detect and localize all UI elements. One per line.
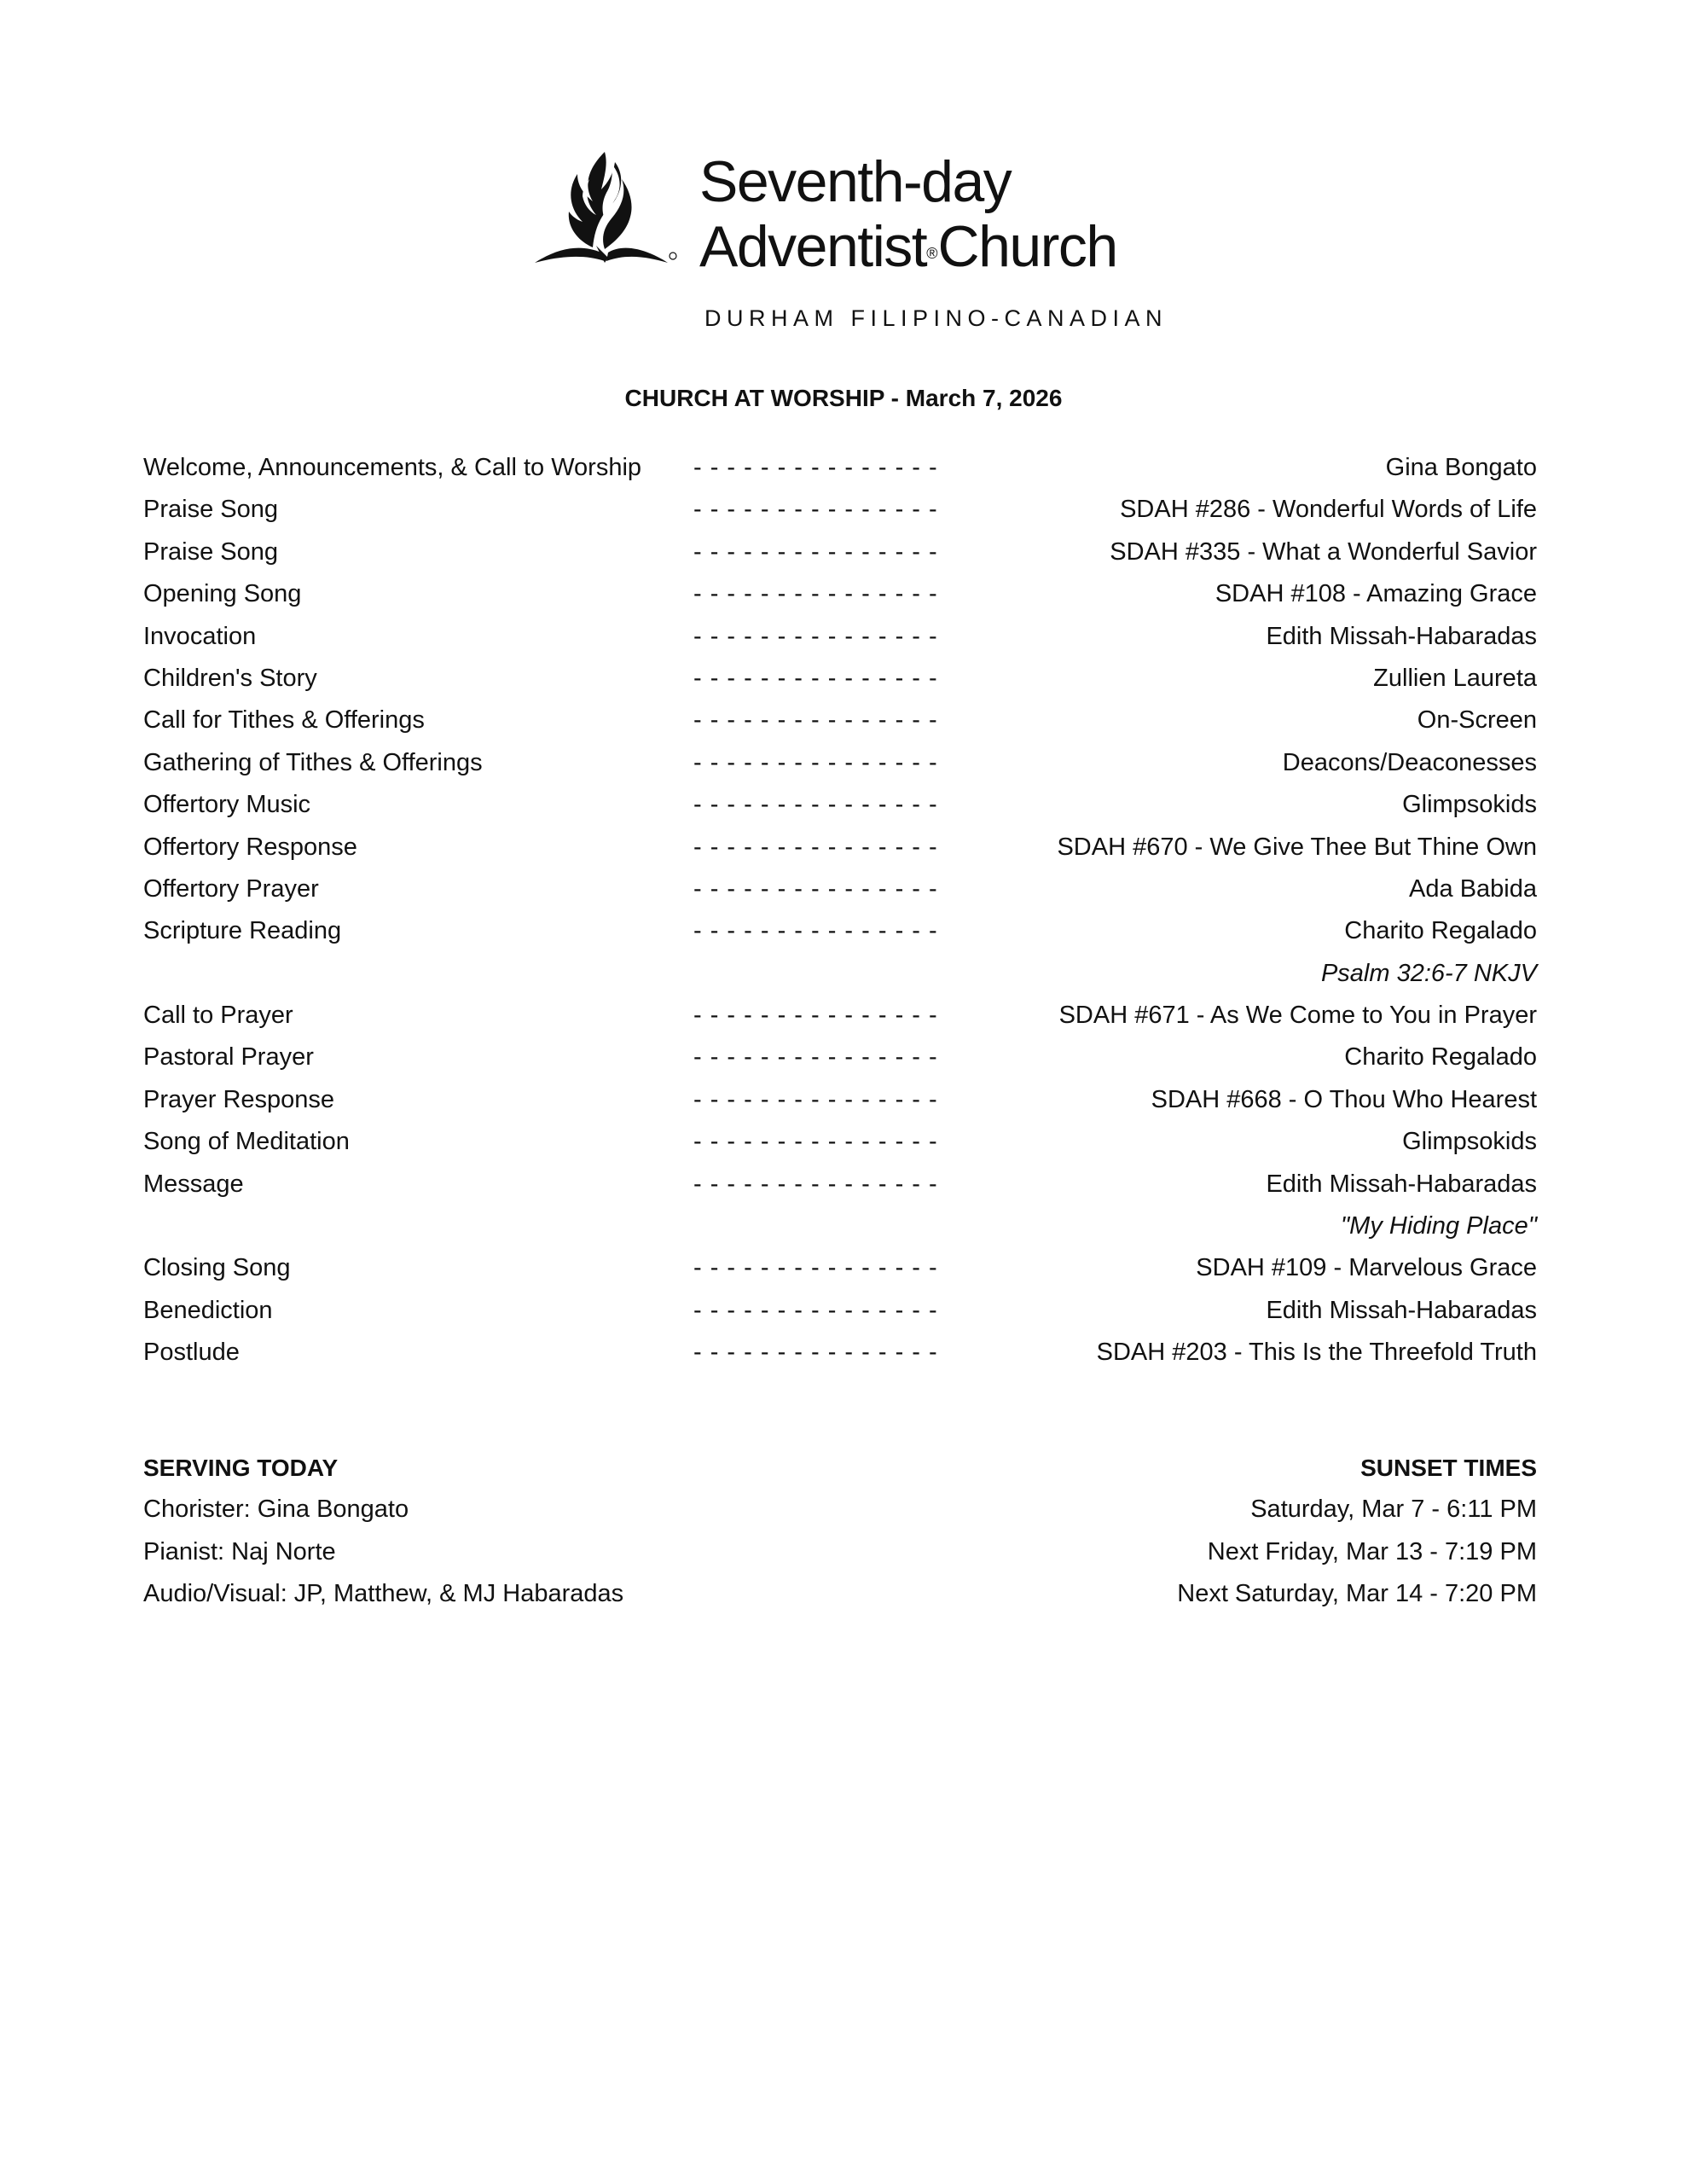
program-item-value: Charito Regalado	[1344, 917, 1537, 945]
program-item-value: Deacons/Deaconesses	[1282, 748, 1537, 776]
program-item-value: Edith Missah-Habaradas	[1266, 1296, 1537, 1324]
program-item-label: Postlude	[143, 1339, 240, 1367]
program-item-label: Benediction	[143, 1296, 273, 1324]
dash-leader: - - - - - - - - - - - - - - -	[693, 1339, 938, 1367]
sunset-line: Next Friday, Mar 13 - 7:19 PM	[1207, 1537, 1537, 1565]
serving-line: Chorister: Gina Bongato	[143, 1496, 409, 1524]
program-item-value: Edith Missah-Habaradas	[1266, 622, 1537, 650]
program-item-value: Gina Bongato	[1385, 454, 1537, 481]
program-row	[143, 1081, 1537, 1123]
sunset-times-section	[855, 1447, 1537, 1616]
program-item-value: SDAH #670 - We Give Thee But Thine Own	[1057, 833, 1537, 861]
dash-leader: - - - - - - - - - - - - - - -	[693, 1043, 938, 1072]
program-item-value: Psalm 32:6-7 NKJV	[1320, 959, 1537, 987]
dash-leader: - - - - - - - - - - - - - - -	[693, 791, 938, 819]
dash-leader: - - - - - - - - - - - - - - -	[693, 496, 938, 524]
sunset-line: Next Saturday, Mar 14 - 7:20 PM	[1177, 1580, 1537, 1608]
program-item-value: Edith Missah-Habaradas	[1266, 1170, 1537, 1198]
program-item-value: Charito Regalado	[1344, 1043, 1537, 1072]
program-item-value: SDAH #671 - As We Come to You in Prayer	[1058, 1002, 1537, 1030]
dash-leader: - - - - - - - - - - - - - - -	[693, 454, 938, 481]
dash-leader: - - - - - - - - - - - - - - -	[693, 580, 938, 608]
page-title: CHURCH AT WORSHIP - March 7, 2026	[624, 385, 1063, 411]
program-item-value: SDAH #109 - Marvelous Grace	[1196, 1254, 1537, 1282]
serving-line: Audio/Visual: JP, Matthew, & MJ Habaradas	[143, 1580, 624, 1608]
program-item-label: Prayer Response	[143, 1085, 335, 1113]
program-row	[143, 1249, 1537, 1291]
program-row	[143, 870, 1537, 912]
dash-leader: - - - - - - - - - - - - - - -	[693, 1085, 938, 1113]
program-row	[143, 828, 1537, 870]
program-row	[143, 575, 1537, 617]
program-item-label: Message	[143, 1170, 244, 1198]
logo-wordmark	[699, 149, 1117, 279]
dash-leader: - - - - - - - - - - - - - - -	[693, 917, 938, 945]
program-row	[143, 1333, 1537, 1375]
program-row	[143, 1207, 1537, 1249]
program-item-label: Welcome, Announcements, & Call to Worship	[143, 454, 642, 481]
program-row	[143, 618, 1537, 659]
dash-leader: - - - - - - - - - - - - - - -	[693, 1254, 938, 1282]
program-item-label: Offertory Music	[143, 791, 311, 819]
program-item-label: Offertory Response	[143, 833, 357, 861]
program-item-value: SDAH #335 - What a Wonderful Savior	[1110, 537, 1537, 566]
program-row	[143, 955, 1537, 996]
sunset-times-title: SUNSET TIMES	[1360, 1455, 1537, 1481]
dash-leader: - - - - - - - - - - - - - - -	[693, 706, 938, 735]
congregation-name: DURHAM FILIPINO-CANADIAN	[704, 305, 1168, 331]
program-row	[143, 533, 1537, 575]
program-row	[143, 1292, 1537, 1333]
program-row	[143, 701, 1537, 743]
program-item-label: Praise Song	[143, 496, 278, 524]
program-row	[143, 744, 1537, 786]
program-item-label: Invocation	[143, 622, 257, 650]
dash-leader: - - - - - - - - - - - - - - -	[693, 833, 938, 861]
program-item-value: SDAH #108 - Amazing Grace	[1215, 580, 1537, 608]
logo-line-2	[699, 214, 1117, 279]
program-row	[143, 449, 1537, 491]
registered-mark: ®	[926, 245, 938, 262]
program-row	[143, 659, 1537, 701]
logo-line-1: Seventh-day	[699, 149, 1012, 214]
program-item-label: Offertory Prayer	[143, 874, 319, 903]
program-item-label: Pastoral Prayer	[143, 1043, 314, 1072]
dash-leader: - - - - - - - - - - - - - - -	[693, 664, 938, 692]
program-item-value: On-Screen	[1417, 706, 1537, 735]
program-row	[143, 491, 1537, 532]
program-row	[143, 786, 1537, 828]
program-item-label: Children's Story	[143, 664, 317, 692]
church-logo	[533, 145, 1164, 282]
program-item-value: "My Hiding Place"	[1340, 1212, 1537, 1240]
program-item-label: Closing Song	[143, 1254, 291, 1282]
program-item-label: Call for Tithes & Offerings	[143, 706, 425, 735]
logo-word-church: Church	[937, 214, 1117, 279]
program-item-value: Glimpsokids	[1402, 1128, 1537, 1156]
program-item-value: SDAH #203 - This Is the Threefold Truth	[1096, 1339, 1537, 1367]
program-item-label: Opening Song	[143, 580, 302, 608]
program-row	[143, 912, 1537, 954]
flame-bible-logo-icon	[533, 145, 678, 273]
dash-leader: - - - - - - - - - - - - - - -	[693, 1296, 938, 1324]
serving-today-title: SERVING TODAY	[143, 1455, 339, 1481]
dash-leader: - - - - - - - - - - - - - - -	[693, 1128, 938, 1156]
program-row	[143, 1165, 1537, 1207]
program-item-value: Glimpsokids	[1402, 791, 1537, 819]
dash-leader: - - - - - - - - - - - - - - -	[693, 1170, 938, 1198]
dash-leader: - - - - - - - - - - - - - - -	[693, 748, 938, 776]
program-item-value: Ada Babida	[1409, 874, 1537, 903]
sunset-line: Saturday, Mar 7 - 6:11 PM	[1250, 1496, 1537, 1524]
program-item-value: Zullien Laureta	[1373, 664, 1537, 692]
dash-leader: - - - - - - - - - - - - - - -	[693, 537, 938, 566]
program-item-value: SDAH #286 - Wonderful Words of Life	[1120, 496, 1537, 524]
dash-leader: - - - - - - - - - - - - - - -	[693, 874, 938, 903]
program-row	[143, 1123, 1537, 1165]
program-item-label: Gathering of Tithes & Offerings	[143, 748, 483, 776]
program-item-label: Scripture Reading	[143, 917, 342, 945]
program-item-label: Call to Prayer	[143, 1002, 293, 1030]
program-item-label: Song of Meditation	[143, 1128, 350, 1156]
serving-line: Pianist: Naj Norte	[143, 1537, 336, 1565]
serving-today-section	[143, 1447, 826, 1616]
program-item-label: Praise Song	[143, 537, 278, 566]
dash-leader: - - - - - - - - - - - - - - -	[693, 1002, 938, 1030]
program-row	[143, 1038, 1537, 1080]
dash-leader: - - - - - - - - - - - - - - -	[693, 622, 938, 650]
program-row	[143, 996, 1537, 1038]
order-of-service	[143, 449, 1537, 1376]
logo-word-adventist: Adventist	[699, 214, 927, 279]
program-item-value: SDAH #668 - O Thou Who Hearest	[1151, 1085, 1537, 1113]
